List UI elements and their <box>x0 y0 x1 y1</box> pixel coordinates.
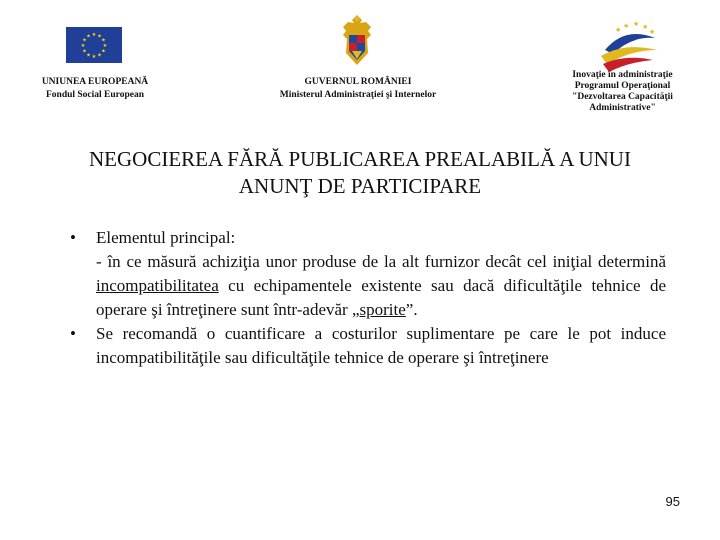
svg-text:★: ★ <box>91 32 97 38</box>
gov-caption-line1: GUVERNUL ROMÂNIEI <box>304 77 412 87</box>
svg-text:★: ★ <box>642 23 649 31</box>
svg-text:★: ★ <box>101 48 106 55</box>
svg-text:★: ★ <box>97 33 102 40</box>
romania-coat-of-arms-icon <box>340 13 374 67</box>
opis-stars-logo-icon <box>595 20 659 76</box>
bullet-dot: • <box>70 228 76 247</box>
svg-text:★: ★ <box>615 26 622 34</box>
svg-text:★: ★ <box>633 20 640 28</box>
bullet-1-heading: Elementul principal: <box>96 228 236 247</box>
bullet-2-text: Se recomandă o cuantificare a costurilor suplimentare pe care le pot induce incompatibilităţile sau dificultăţile tehnice de operare şi întreţinere <box>96 324 666 367</box>
bullet-1-subtext <box>70 250 666 322</box>
bullet-list <box>70 226 666 370</box>
eu-caption-line2: Fondul Social European <box>45 90 145 100</box>
svg-text:★: ★ <box>86 52 91 59</box>
opis-caption-line4: Administrative" <box>589 103 656 113</box>
bullet-1-sub-part2: cu echipamentele existente sau dacă dificultăţile tehnice de operare şi întreţinere sunt într-adevăr „ <box>96 276 666 319</box>
svg-text:★: ★ <box>86 33 91 40</box>
bullet-dot: • <box>70 324 76 343</box>
underlined-term-sporite: sporite <box>359 300 406 319</box>
opis-caption-line1: Inovaţie în administraţie <box>572 70 673 80</box>
svg-text:★: ★ <box>82 48 87 55</box>
svg-text:★: ★ <box>649 28 656 36</box>
slide-title-line2: ANUNŢ DE PARTICIPARE <box>238 174 482 198</box>
svg-text:★: ★ <box>80 43 86 49</box>
svg-text:★: ★ <box>101 37 106 44</box>
gov-caption-line2: Ministerul Administraţiei şi Internelor <box>279 90 437 100</box>
opis-caption-line3: "Dezvoltarea Capacităţii <box>572 92 673 102</box>
svg-text:★: ★ <box>623 22 630 30</box>
eu-caption <box>20 76 170 102</box>
eu-flag-icon <box>66 27 122 63</box>
underlined-term-incompatibility: incompatibilitatea <box>96 276 219 295</box>
svg-text:★: ★ <box>97 52 102 59</box>
slide-title-line1: NEGOCIEREA FĂRĂ PUBLICAREA PREALABILĂ A UNUI <box>89 147 631 171</box>
svg-text:★: ★ <box>82 37 87 44</box>
opis-caption-line2: Programul Operaţional <box>574 81 671 91</box>
page-number: 95 <box>665 494 680 509</box>
bullet-1-sub-part3: ”. <box>405 300 418 319</box>
opis-caption <box>555 70 690 114</box>
bullet-item-1 <box>70 226 666 250</box>
slide-title <box>20 146 700 200</box>
eu-caption-line1: UNIUNEA EUROPEANĂ <box>41 77 149 87</box>
gov-caption <box>258 76 458 102</box>
svg-text:★: ★ <box>91 54 97 60</box>
bullet-item-2 <box>70 322 666 370</box>
bullet-1-sub-part1: - în ce măsură achiziţia unor produse de la alt furnizor decât cel iniţial determină <box>96 252 666 271</box>
svg-text:★: ★ <box>102 43 108 49</box>
